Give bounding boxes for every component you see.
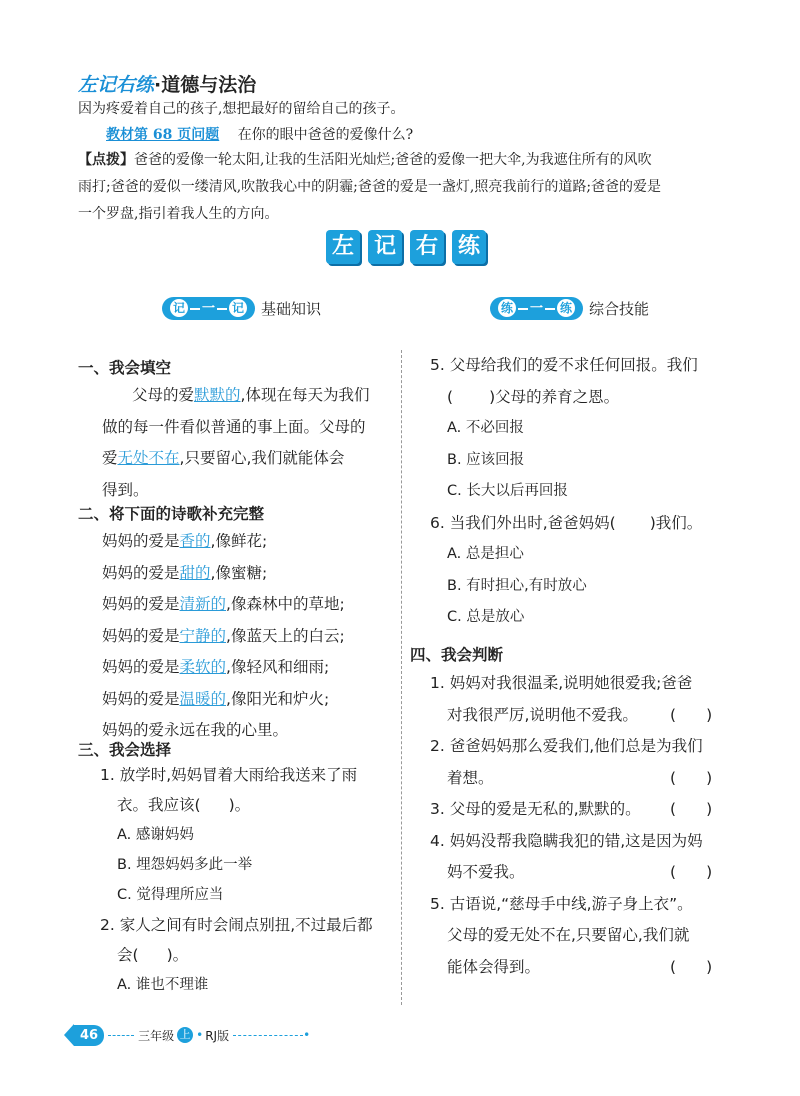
right-tag-label: 综合技能 (589, 300, 650, 318)
page-footer: 46 三年级 上 • RJ版 • (64, 1024, 310, 1046)
intro-line: 因为疼爱着自己的孩子,想把最好的留给自己的孩子。 (78, 101, 405, 117)
brand-label: 左记右练 (78, 74, 155, 96)
judge-paren: ( ) (670, 705, 713, 724)
answer-blank: 默默的 (194, 386, 241, 404)
right-section-tag (490, 297, 649, 320)
poem-line: 妈妈的爱是清新的,像森林中的草地; (102, 595, 345, 613)
header-dot: · (154, 74, 162, 96)
question-1: 1. 放学时,妈妈冒着大雨给我送来了雨 (100, 766, 358, 784)
section-4-title: 四、我会判断 (410, 646, 504, 664)
question-text: 在你的眼中爸爸的爱像什么? (237, 127, 414, 143)
option: C. 总是放心 (447, 609, 525, 625)
section-3-title: 三、我会选择 (78, 741, 172, 759)
choice-block-right: 5. 父母给我们的爱不求任何回报。我们 ( )父母的养育之恩。 A. 不必回报 B. 应该回报 C. 长大以后再回报 6. 当我们外出时,爸爸妈妈( )我们。 A. 总是担心 B. 有时担心,有时放心 C. 总是放心 (430, 350, 702, 634)
question-2: 2. 家人之间有时会闹点别扭,不过最后都 (100, 916, 373, 934)
judge-paren: ( ) (670, 768, 713, 787)
judge-block: 1. 妈妈对我很温柔,说明她很爱我;爸爸 对我很严厉,说明他不爱我。 ( ) 2. 爸爸妈妈那么爱我们,他们总是为我们 着想。 ( ) 3. 父母的爱是无私的,默默的。 ( ) 4. 妈妈没帮我隐瞒我犯的错,这是因为妈 妈不爱我。 ( ) 5. 古语说,“慈母手中线,游子身上衣”。 父母的爱无处不在,只要留心,我们就 能体会得到。 ( ) (430, 668, 730, 983)
section-1-body: 父母的爱默默的,体现在每天为我们 做的每一件看似普通的事上面。父母的 爱无处不在,只要留心,我们就能体会 得到。 (102, 386, 370, 499)
option: B. 应该回报 (447, 451, 525, 468)
header-title (78, 70, 256, 97)
page-number: 46 (74, 1025, 104, 1046)
banner-char: 练 (452, 230, 486, 264)
option: C. 觉得理所应当 (117, 887, 224, 903)
judge-2: 2. 爸爸妈妈那么爱我们,他们总是为我们 (430, 737, 703, 755)
judge-3: 3. 父母的爱是无私的,默默的。 ( ) (430, 794, 730, 826)
option: B. 有时担心,有时放心 (447, 577, 587, 594)
left-badge: 记 一 记 (162, 297, 255, 320)
question-5: 5. 父母给我们的爱不求任何回报。我们 (430, 356, 698, 374)
left-section-tag (162, 297, 321, 320)
judge-4: 4. 妈妈没帮我隐瞒我犯的错,这是因为妈 (430, 831, 703, 850)
poem-block (102, 526, 345, 747)
term-badge: 上 (177, 1027, 193, 1043)
textbook-ref: 教材第 68 页问题 (106, 127, 220, 143)
option: C. 长大以后再回报 (447, 483, 568, 499)
tip-line-3: 一个罗盘,指引着我人生的方向。 (78, 206, 279, 222)
poem-line: 妈妈的爱是柔软的,像轻风和细雨; (102, 658, 330, 676)
column-divider (401, 350, 402, 1005)
tip-line-2: 雨打;爸爸的爱似一缕清风,吹散我心中的阴霾;爸爸的爱是一盏灯,照亮我前行的道路;爸爸的爱是 (78, 179, 662, 195)
arrow-left-icon (64, 1024, 74, 1046)
edition-label: RJ版 (205, 1028, 230, 1043)
grade-label: 三年级 (138, 1028, 175, 1043)
judge-5: 5. 古语说,“慈母手中线,游子身上衣”。 (430, 894, 693, 913)
judge-paren: ( ) (670, 863, 713, 881)
judge-1: 1. 妈妈对我很温柔,说明她很爱我;爸爸 (430, 674, 693, 692)
answer-blank: 无处不在 (117, 449, 180, 467)
poem-line: 妈妈的爱是宁静的,像蓝天上的白云; (102, 626, 345, 645)
question-6: 6. 当我们外出时,爸爸妈妈( )我们。 (430, 513, 703, 532)
tip-label: 【点拨】 (78, 152, 134, 168)
poem-line: 妈妈的爱是温暖的,像阳光和炉火; (102, 689, 330, 708)
poem-line: 妈妈的爱是甜的,像蜜糖; (102, 563, 268, 582)
judge-paren: ( ) (670, 800, 713, 818)
choice-block: 1. 放学时,妈妈冒着大雨给我送来了雨 衣。我应该( )。 A. 感谢妈妈 B. 埋怨妈妈多此一举 C. 觉得理所应当 2. 家人之间有时会闹点别扭,不过最后都 会( )。 A. 谁也不理谁 (100, 760, 373, 1000)
option: A. 感谢妈妈 (117, 827, 194, 843)
poem-line: 妈妈的爱永远在我的心里。 (102, 721, 289, 739)
tip-line-1: 爸爸的爱像一轮太阳,让我的生活阳光灿烂;爸爸的爱像一把大伞,为我遮住所有的风吹 (134, 152, 652, 168)
option: B. 埋怨妈妈多此一举 (117, 857, 253, 873)
banner-char: 右 (410, 230, 444, 264)
textbook-question (106, 124, 413, 144)
banner-char: 左 (326, 230, 360, 264)
left-tag-label: 基础知识 (261, 300, 322, 318)
right-badge: 练 一 练 (490, 297, 583, 320)
poem-line: 妈妈的爱是香的,像鲜花; (102, 532, 268, 550)
section-1-title: 一、我会填空 (78, 359, 172, 377)
banner-char: 记 (368, 230, 402, 264)
tip-block (78, 147, 728, 228)
section-2-title: 二、将下面的诗歌补充完整 (78, 505, 265, 523)
banner-title (326, 230, 494, 264)
option: A. 不必回报 (447, 420, 524, 436)
subject-label: 道德与法治 (161, 74, 257, 96)
option: A. 总是担心 (447, 546, 524, 562)
judge-paren: ( ) (670, 957, 713, 976)
option: A. 谁也不理谁 (117, 977, 209, 993)
